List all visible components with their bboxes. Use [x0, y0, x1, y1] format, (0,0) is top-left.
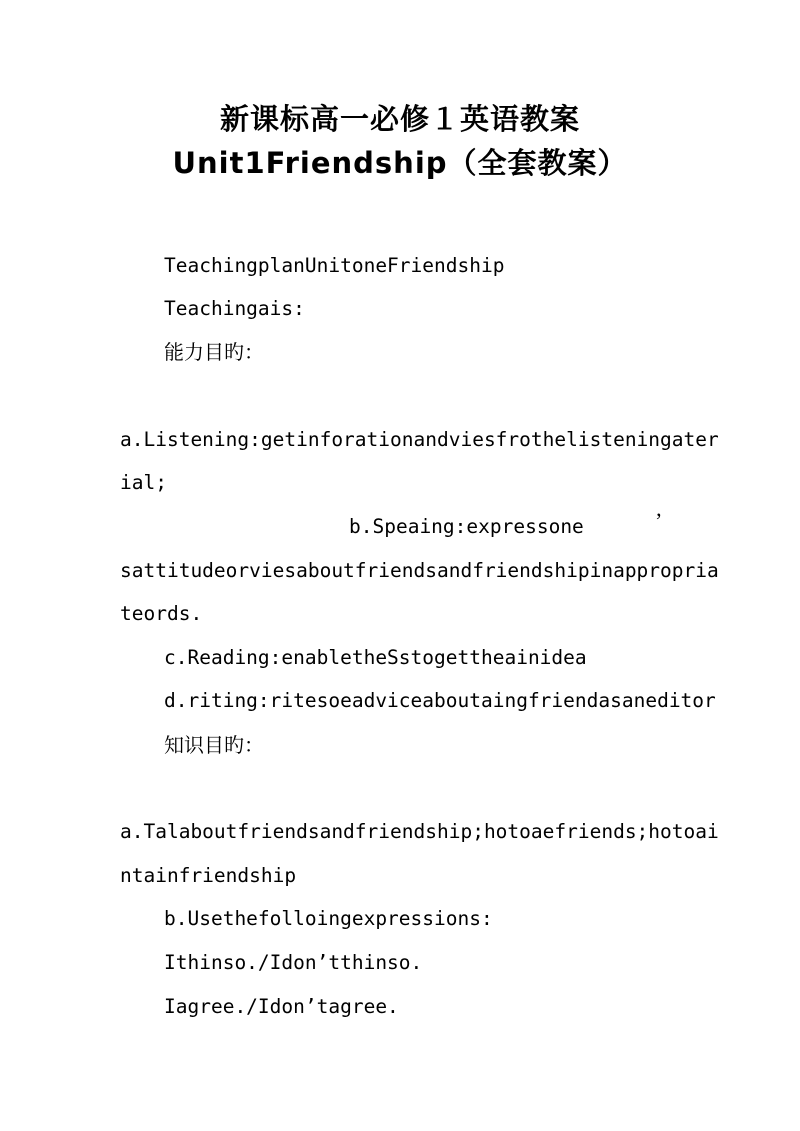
text-line: sattitudeorviesaboutfriendsandfriendshipinappropria — [120, 559, 719, 582]
text-line: b.Speaing:expressone — [349, 515, 584, 538]
section-heading: 知识目旳： — [164, 733, 264, 757]
document-subtitle: Unit1Friendship（全套教案） — [172, 146, 628, 180]
text-line: b.Usethefolloingexpressions: — [164, 907, 493, 930]
section-heading: 能力目旳： — [164, 340, 264, 364]
text-line: ial; — [120, 471, 167, 494]
document-title: 新课标高一必修１英语教案 — [219, 102, 580, 136]
apostrophe-mark: ’ — [655, 508, 663, 533]
text-line: Iagree./Idon’tagree. — [164, 995, 399, 1018]
text-line: c.Reading:enabletheSstogettheainidea — [164, 646, 587, 669]
text-line: Teachingais: — [164, 297, 305, 320]
text-line: ntainfriendship — [120, 864, 297, 887]
text-line: a.Listening:getinforationandviesfrothelisteningater — [120, 428, 719, 451]
text-line: TeachingplanUnitoneFriendship — [164, 254, 505, 277]
text-line: teords. — [120, 602, 203, 625]
text-line: a.Talaboutfriendsandfriendship;hotoaefriends;hotoai — [120, 820, 719, 843]
text-line: d.riting:ritesoeadviceaboutaingfriendasaneditor — [164, 689, 716, 712]
text-line: Ithinso./Idon’tthinso. — [164, 951, 423, 974]
